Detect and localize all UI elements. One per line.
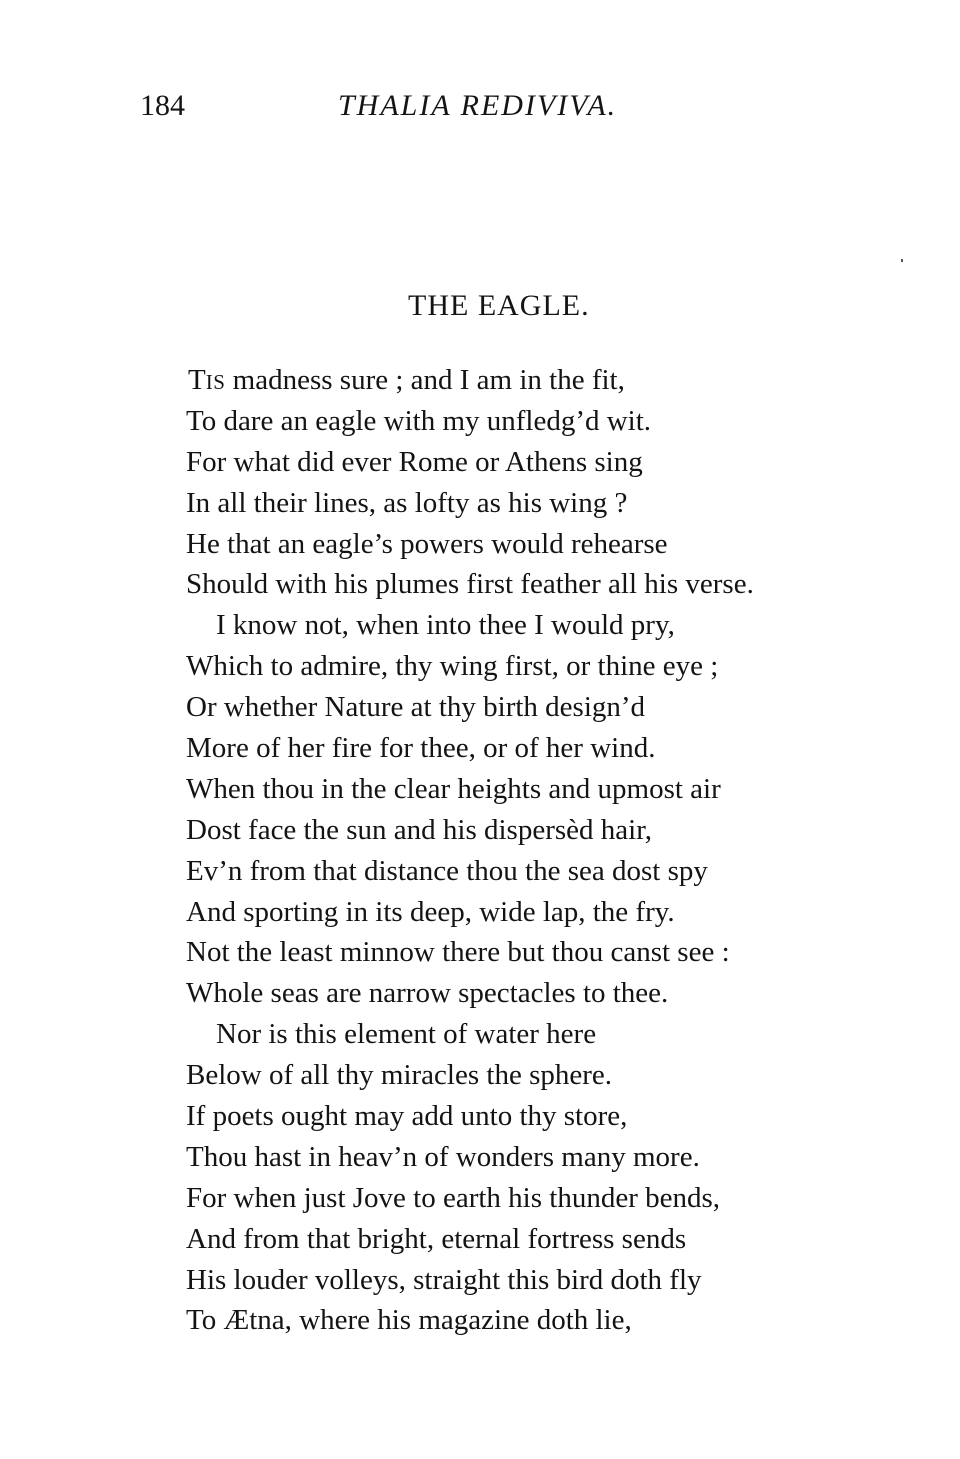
poem-line-13: Ev’n from that distance thou the sea dost spy — [186, 854, 708, 887]
poem-line-14: And sporting in its deep, wide lap, the fry. — [186, 895, 675, 928]
poem-line-6: Should with his plumes first feather all his verse. — [186, 568, 754, 601]
poem-line-17: Nor is this element of water here — [216, 1018, 597, 1051]
first-line-initial: T — [188, 364, 206, 396]
poem-line-12: Dost face the sun and his dispersèd hair, — [186, 813, 652, 846]
poem-line-10: More of her fire for thee, or of her wind. — [186, 732, 656, 765]
poem-line-22: And from that bright, eternal fortress sends — [186, 1222, 687, 1255]
poem-line-21: For when just Jove to earth his thunder bends, — [186, 1181, 721, 1214]
poem-line-24: To Ætna, where his magazine doth lie, — [186, 1304, 632, 1337]
poem-title: THE EAGLE. — [408, 289, 590, 322]
poem-line-23: His louder volleys, straight this bird doth fly — [186, 1263, 702, 1296]
poem-line-5: He that an eagle’s powers would rehearse — [186, 527, 668, 560]
poem-line-9: Or whether Nature at thy birth design’d — [186, 691, 646, 724]
poem-line-2: To dare an eagle with my unfledg’d wit. — [186, 404, 652, 437]
poem-line-20: Thou hast in heav’n of wonders many more. — [186, 1140, 700, 1173]
running-head: THALIA REDIVIVA. — [338, 89, 618, 122]
poem-line-8: Which to admire, thy wing first, or thine eye ; — [186, 650, 719, 683]
poem-body — [186, 360, 906, 1341]
poem-line-11: When thou in the clear heights and upmost air — [186, 772, 721, 805]
poem-line-19: If poets ought may add unto thy store, — [186, 1100, 628, 1133]
poem-line-1 — [186, 360, 906, 401]
stray-mark — [901, 259, 903, 262]
poem-line-15: Not the least minnow there but thou canst see : — [186, 936, 730, 969]
first-line-rest: madness sure ; and I am in the fit, — [225, 364, 625, 396]
poem-line-7: I know not, when into thee I would pry, — [216, 609, 675, 642]
poem-line-4: In all their lines, as lofty as his wing ? — [186, 486, 628, 519]
first-line-smallcaps: IS — [205, 370, 226, 394]
page-number: 184 — [140, 89, 185, 122]
poem-line-16: Whole seas are narrow spectacles to thee. — [186, 977, 669, 1010]
poem-line-3: For what did ever Rome or Athens sing — [186, 445, 643, 478]
poem-line-18: Below of all thy miracles the sphere. — [186, 1059, 613, 1092]
